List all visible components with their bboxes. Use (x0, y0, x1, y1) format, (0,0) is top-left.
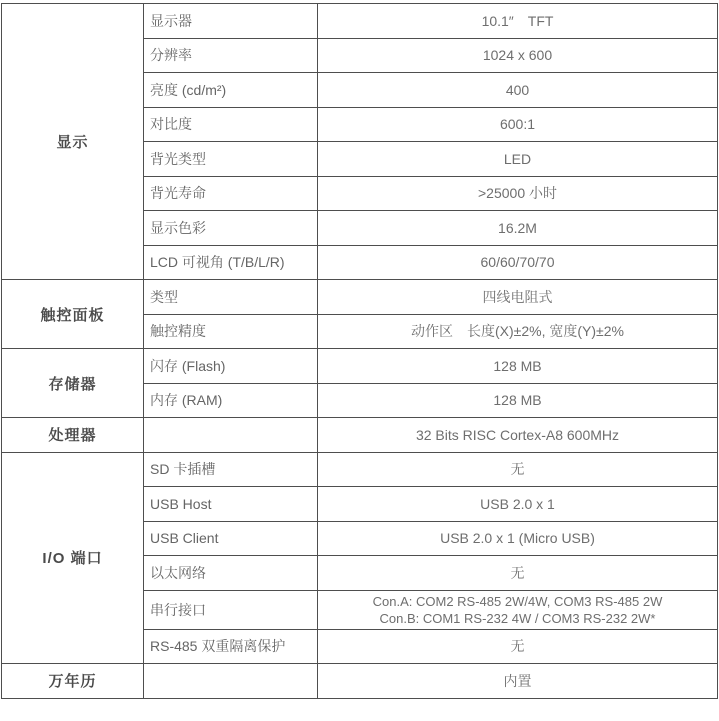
spec-label: 串行接口 (144, 590, 318, 629)
spec-value: 无 (318, 556, 718, 591)
spec-label: 背光类型 (144, 142, 318, 177)
spec-sheet-page (0, 3, 719, 721)
spec-value: USB 2.0 x 1 (318, 487, 718, 522)
spec-label: 闪存 (Flash) (144, 349, 318, 384)
spec-label: 背光寿命 (144, 176, 318, 211)
spec-value: 128 MB (318, 383, 718, 418)
table-row (2, 280, 718, 315)
spec-value-line: Con.A: COM2 RS-485 2W/4W, COM3 RS-485 2W (372, 593, 663, 609)
spec-label-empty (144, 418, 318, 453)
spec-value: 无 (318, 452, 718, 487)
spec-label: LCD 可视角 (T/B/L/R) (144, 245, 318, 280)
spec-label: 触控精度 (144, 314, 318, 349)
spec-label: 分辨率 (144, 38, 318, 73)
category-cell-display: 显示 (2, 4, 144, 280)
spec-label: USB Host (144, 487, 318, 522)
spec-value: 400 (318, 73, 718, 108)
spec-label: 对比度 (144, 107, 318, 142)
spec-value: 四线电阻式 (318, 280, 718, 315)
table-row (2, 349, 718, 384)
table-row (2, 664, 718, 699)
spec-table (1, 3, 718, 699)
spec-value: 10.1″ TFT (318, 4, 718, 39)
spec-label: 亮度 (cd/m²) (144, 73, 318, 108)
spec-value-line: Con.B: COM1 RS-232 4W / COM3 RS-232 2W* (379, 610, 656, 626)
table-row (2, 452, 718, 487)
spec-value (318, 590, 718, 629)
spec-label: USB Client (144, 521, 318, 556)
spec-label: 类型 (144, 280, 318, 315)
category-cell-calendar: 万年历 (2, 664, 144, 699)
spec-value: 60/60/70/70 (318, 245, 718, 280)
spec-label: 内存 (RAM) (144, 383, 318, 418)
spec-label: RS-485 双重隔离保护 (144, 629, 318, 664)
spec-value: 内置 (318, 664, 718, 699)
spec-value: 动作区 长度(X)±2%, 宽度(Y)±2% (318, 314, 718, 349)
spec-value: >25000 小时 (318, 176, 718, 211)
category-cell-touch-panel: 触控面板 (2, 280, 144, 349)
category-cell-io-ports: I/O 端口 (2, 452, 144, 664)
spec-label-empty (144, 664, 318, 699)
spec-value: LED (318, 142, 718, 177)
spec-value: 32 Bits RISC Cortex-A8 600MHz (318, 418, 718, 453)
spec-label: 显示器 (144, 4, 318, 39)
category-cell-storage: 存储器 (2, 349, 144, 418)
spec-value: 16.2M (318, 211, 718, 246)
table-row (2, 4, 718, 39)
spec-value: 600:1 (318, 107, 718, 142)
spec-label: SD 卡插槽 (144, 452, 318, 487)
spec-label: 显示色彩 (144, 211, 318, 246)
spec-value: USB 2.0 x 1 (Micro USB) (318, 521, 718, 556)
category-cell-processor: 处理器 (2, 418, 144, 453)
spec-value: 无 (318, 629, 718, 664)
spec-label: 以太网络 (144, 556, 318, 591)
spec-value: 128 MB (318, 349, 718, 384)
table-row (2, 418, 718, 453)
spec-value: 1024 x 600 (318, 38, 718, 73)
